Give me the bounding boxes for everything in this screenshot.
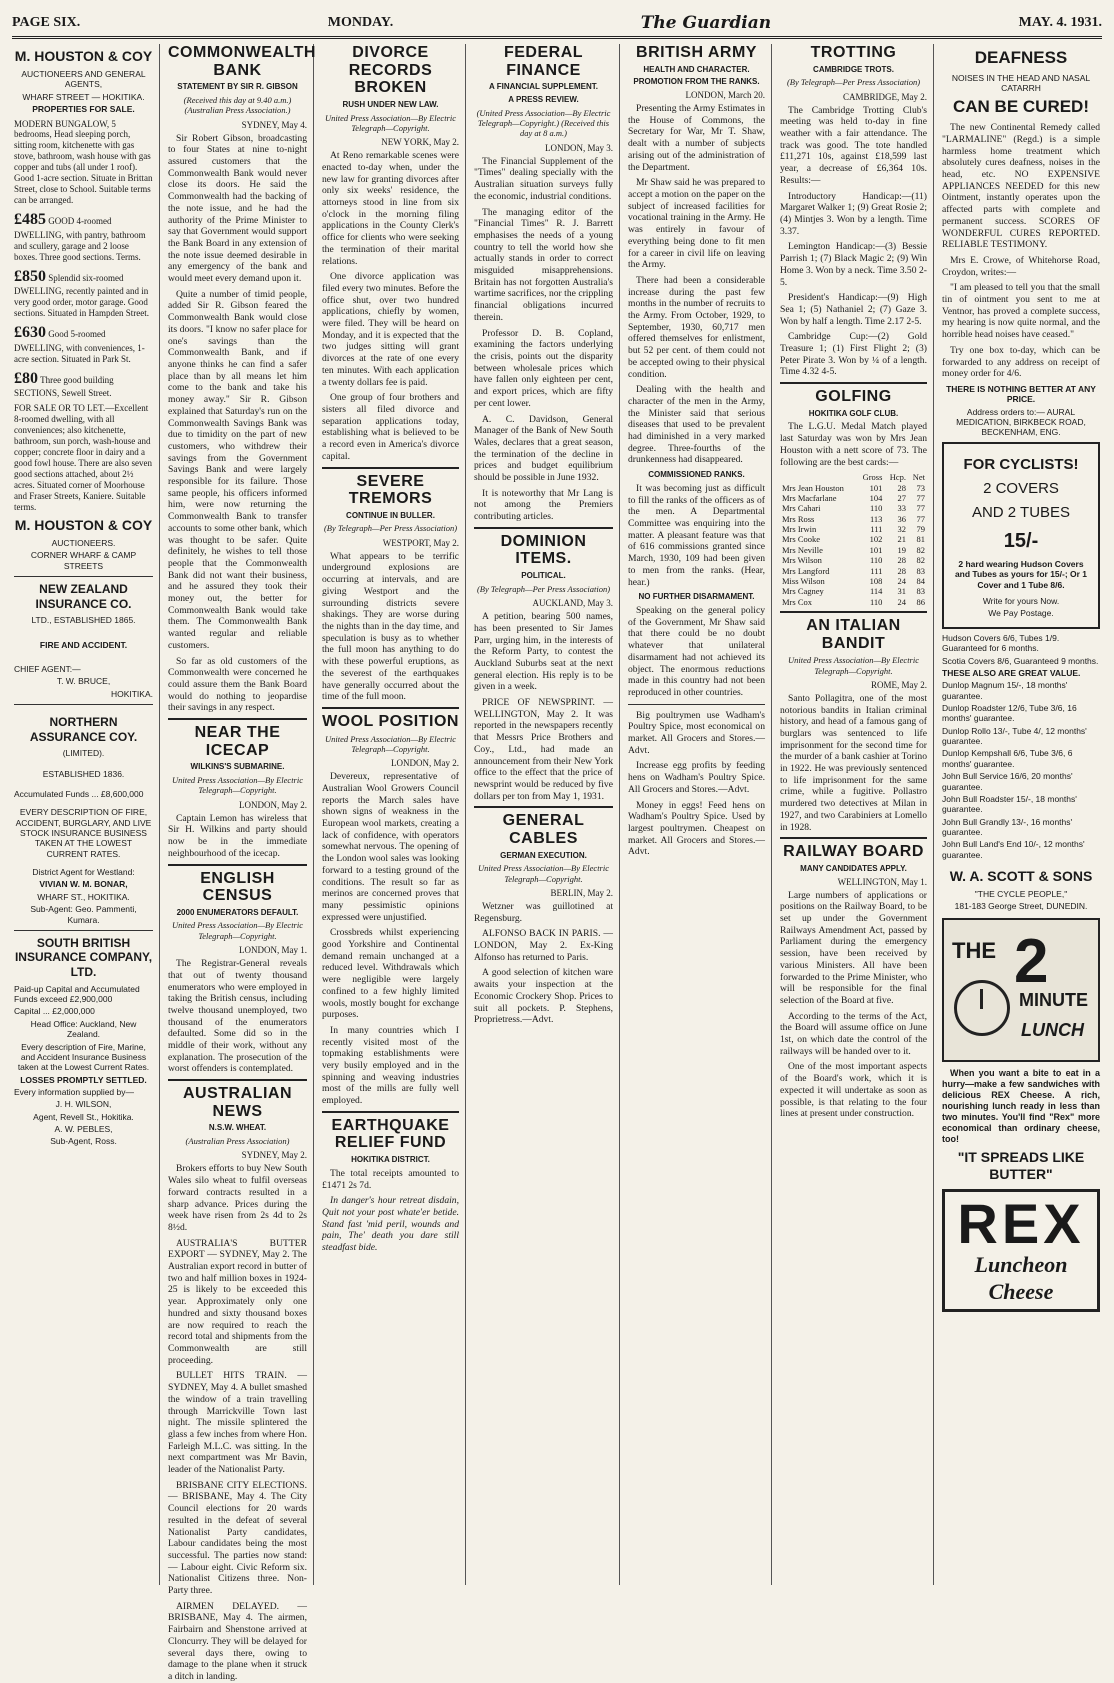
rex-subtitle: Luncheon Cheese bbox=[974, 1251, 1068, 1304]
ad-line: J. H. WILSON, bbox=[55, 1099, 112, 1110]
houston-ad-title: M. HOUSTON & COY bbox=[14, 48, 153, 64]
ad-line: WHARF STREET — HOKITIKA. bbox=[22, 91, 145, 102]
paragraph: In many countries which I recently visited most of the topmaking establishments were very busily employed and in the spinning and weaving industries most of the mills are fully well employed. bbox=[322, 1024, 459, 1107]
table-row bbox=[780, 597, 927, 607]
property-listing: MODERN BUNGALOW, 5 bedrooms, Head sleeping porch, sitting room, kitchenette with gas stove, bathroom, wash house with gas copper and tubs (all under 1 roof). Good 1-acre section. Situate in Brittan Street, close to School. Suitable terms can be arranged. bbox=[14, 118, 153, 206]
ad-line: Every information supplied by— bbox=[14, 1086, 135, 1097]
article-headline: DIVORCE RECORDS BROKEN bbox=[348, 44, 433, 97]
dateline: SYDNEY, May 2. bbox=[241, 1150, 307, 1161]
ad-line: Accumulated Funds ... £8,600,000 bbox=[14, 788, 144, 799]
ad-line: 181-183 George Street, DUNEDIN. bbox=[954, 901, 1088, 912]
divider bbox=[14, 704, 153, 705]
paragraph: One divorce application was filed every two minutes. Before the office shut, over two hundred applications, chiefly by women, were filed. They will be heard on Monday, and it is expected that the two judges sitting will grant divorces at the rate of one every ten minutes. With each application a twenty dollars fee is paid. bbox=[322, 271, 459, 388]
poem: In danger's hour retreat disdain, Quit not your post whate'er betide. Stand fast 'mid peril, wounds and pain, The' death you dare still steadfast bide. bbox=[322, 1195, 459, 1254]
table-cell: 104 bbox=[869, 493, 883, 504]
header-cell bbox=[780, 472, 857, 482]
table-cell: Mrs Langford bbox=[782, 565, 830, 576]
table-cell: 28 bbox=[897, 555, 907, 566]
article-credit: United Press Association—By Electric Telegraph—Copyright. bbox=[787, 655, 920, 676]
paragraph: A. C. Davidson, General Manager of the Bank of New South Wales, declares that a great season, the termination of the decline in prices and budget equilibrium should be possible in June 1932. bbox=[474, 413, 613, 484]
list-item: Dunlop Kempshall 6/6, Tube 3/6, 6 months' guarantee. bbox=[942, 748, 1073, 769]
article-credit: United Press Association—By Electric Telegraph—Copyright. bbox=[171, 920, 304, 941]
table-row bbox=[780, 524, 927, 534]
ad-line: Sub-Agent, Ross. bbox=[50, 1136, 117, 1147]
lunch-ad-word: LUNCH bbox=[1021, 1019, 1084, 1040]
table-cell: 110 bbox=[869, 555, 883, 566]
cyclists-ad-title: FOR CYCLISTS! bbox=[963, 455, 1079, 473]
article-credit: (By Telegraph—Per Press Association) bbox=[476, 583, 611, 594]
article-credit: United Press Association—By Electric Telegraph—Copyright. bbox=[324, 733, 457, 754]
paragraph: Cambridge Cup:—(2) Gold Treasure 1; (1) First Flight 2; (3) Peter Pirate 3. Won by ¼ of a length. Time 4.32 4-5. bbox=[780, 331, 927, 378]
paragraph: It is noteworthy that Mr Lang is not among the Premiers contributing articles. bbox=[474, 487, 613, 523]
ad-line: THERE IS NOTHING BETTER AT ANY PRICE. bbox=[946, 383, 1096, 405]
table-cell: 73 bbox=[916, 482, 925, 493]
table-cell: 21 bbox=[897, 534, 907, 545]
table-row bbox=[780, 493, 927, 503]
property-price: £80 bbox=[14, 369, 38, 387]
paragraph: Try one box to-day, which can be forwarded to any address on receipt of money order for 4/6. bbox=[942, 344, 1100, 380]
list-item: Dunlop Magnum 15/-, 18 months' guarantee. bbox=[942, 680, 1068, 701]
article-headline: TROTTING bbox=[810, 44, 897, 61]
article-subhead: HOKITIKA DISTRICT. bbox=[351, 1155, 430, 1165]
column-5 bbox=[622, 44, 772, 1585]
table-cell: 101 bbox=[869, 544, 883, 555]
paragraph: Crossbreds whilst experiencing good Yorkshire and Continental demand remain unchanged at a reduced level. Withdrawals which were negligible were largely confined to a few highly limited wools, mostly bought for exchange purposes. bbox=[322, 927, 459, 1021]
article-subhead: A PRESS REVIEW. bbox=[508, 94, 579, 104]
article-credit: United Press Association—By Electric Telegraph—Copyright. bbox=[324, 112, 457, 133]
paragraph: The Cambridge Trotting Club's meeting was held to-day in fine weather with a fair attendance. The track was good. The tote handled £11,271 10s, against £18,599 last year, a decrease of £6,364 10s. Results:— bbox=[780, 104, 927, 186]
property-listing: FOR SALE OR TO LET.—Excellent 8-roomed dwelling, with all conveniences; also kitchenette, bathroom, sun porch, wash-house and copper; concrete floor in dairy and a good fowl house. There are also seven good sections attached, about 2½ acres. Situated corner of Moorhouse and Fraser Streets, Kaniere. Suitable terms. bbox=[14, 403, 153, 512]
cyclists-ad-line: AND 2 TUBES bbox=[971, 504, 1071, 522]
table-row bbox=[780, 534, 927, 544]
table-cell: 28 bbox=[897, 565, 907, 576]
table-cell: Mrs Ross bbox=[782, 513, 815, 524]
paragraph: ALFONSO BACK IN PARIS. — LONDON, May 2. Ex-King Alfonso has returned to Paris. bbox=[474, 928, 613, 963]
column-1 bbox=[8, 44, 160, 1585]
golf-scores-table bbox=[780, 472, 927, 607]
paragraph: Wetzner was guillotined at Regensburg. bbox=[474, 900, 613, 924]
property-price: £485 bbox=[14, 211, 46, 229]
article-headline: AUSTRALIAN NEWS bbox=[168, 1079, 307, 1120]
paragraph: A good selection of kitchen ware awaits your inspection at the Economic Crockery Shop. Prices to suit all pockets. P. Stephens, Proprietress.—Advt. bbox=[474, 967, 613, 1026]
table-cell: 79 bbox=[916, 524, 925, 535]
ad-line: EVERY DESCRIPTION OF FIRE, ACCIDENT, BURGLARY, AND LIVE STOCK INSURANCE BUSINESS TAKEN AT THE LOWEST CURRENT RATES. bbox=[15, 807, 152, 859]
paragraph: The Financial Supplement of the "Times" dealing specially with the Australian situation surveys fully the economic, industrial conditions. bbox=[474, 155, 613, 202]
property-listing bbox=[14, 267, 153, 319]
list-item: Dunlop Rollo 13/-, Tube 4/, 12 months' guarantee. bbox=[942, 725, 1087, 747]
article-headline: COMMONWEALTH BANK bbox=[168, 44, 316, 79]
property-text: Splendid six-roomed DWELLING, recently painted and in very good order, motor garage. Good sections. Situated in Hampden Street. bbox=[14, 272, 149, 319]
paragraph: Dealing with the health and character of the men in the Army, the Minister said that serious diseases that used to be prevalent had diminished in a very marked degree. Three-fourths of the drunkenness had disappeared. bbox=[628, 384, 765, 466]
property-price: £630 bbox=[14, 324, 46, 342]
table-cell: Mrs Macfarlane bbox=[782, 493, 837, 504]
table-cell: Mrs Wilson bbox=[782, 555, 822, 566]
property-listing bbox=[14, 323, 153, 364]
list-item: John Bull Service 16/6, 20 months' guarantee. bbox=[942, 771, 1073, 792]
table-cell: 82 bbox=[916, 555, 925, 566]
cyclists-ad-line: 2 COVERS bbox=[983, 480, 1059, 498]
deafness-ad-headline: CAN BE CURED! bbox=[953, 97, 1089, 117]
article-subhead: HOKITIKA GOLF CLUB. bbox=[808, 408, 899, 418]
ad-line: Paid-up Capital and Accumulated Funds exceed £2,900,000 bbox=[14, 983, 140, 1005]
article-headline: RAILWAY BOARD bbox=[780, 837, 927, 861]
deafness-ad-title: DEAFNESS bbox=[974, 48, 1068, 67]
table-cell: 81 bbox=[916, 534, 925, 545]
ad-line: NOISES IN THE HEAD AND NASAL CATARRH bbox=[951, 72, 1091, 94]
table-header-row bbox=[780, 472, 927, 482]
article-subhead: PROMOTION FROM THE RANKS. bbox=[633, 77, 760, 87]
two-minute-lunch-ad bbox=[942, 918, 1100, 1062]
list-item: John Bull Land's End 10/-, 12 months' guarantee. bbox=[942, 839, 1085, 860]
table-cell: 24 bbox=[897, 596, 907, 607]
table-cell: 101 bbox=[869, 482, 883, 493]
article-headline: FEDERAL FINANCE bbox=[503, 44, 584, 79]
table-cell: 27 bbox=[897, 493, 907, 504]
paragraph: The managing editor of the "Financial Times" R. J. Barrett emphasises the needs of a young country to tell the world how she actually stands in order to correct misguided misapprehensions. Britain has not forgotten Australia's wartime sacrifices, nor the crippling financial obligations incurred therein. bbox=[474, 206, 613, 323]
tyre-price-list bbox=[942, 633, 1100, 860]
column-4 bbox=[468, 44, 620, 1585]
dateline: BERLIN, May 2. bbox=[550, 888, 613, 898]
paragraph: Quite a number of timid people, added Sir R. Gibson feared the Commonwealth Bank would close its doors. "I know no safer place for one's savings than the Commonwealth Bank, and if anyone thinks he can find a safer place than by all means let him come to the bank and take his money away." Sir R. Gibson explained that Saturday's run on the Commonwealth Savings Bank was due to timidity on the part of new customers, who withdrew their savings from the Government Savings Bank and were largely responsible for its failure. Those same people, his officers informed him, were now returning the Commonwealth Bank to transfer accounts to some other bank, which was thought to be safer. Quite definitely, he wishes to tell those people that the Commonwealth Bank did not want their business, and he assured they took their money out, the better for Commonwealth Bank would take them. The Commonwealth Bank wanted regular and reliable customers. bbox=[168, 288, 307, 651]
table-row bbox=[780, 555, 927, 565]
article-subhead: N.S.W. WHEAT. bbox=[208, 1123, 267, 1133]
cyclists-ad-price: 15/- bbox=[1003, 529, 1039, 552]
paragraph: When you want a bite to eat in a hurry—make a few sandwiches with delicious REX Cheese. A rich, nourishing lunch ready in less than two minutes. You'll find "Rex" more economical than ordinary cheese, too! bbox=[942, 1067, 1100, 1144]
paragraph: Big poultrymen use Wadham's Poultry Spice, most economical on market. All Grocers and Stores.—Advt. bbox=[628, 709, 765, 756]
clock-icon bbox=[954, 980, 1010, 1036]
ad-line: Capital ... £2,000,000 bbox=[14, 1006, 95, 1017]
paragraph: Santo Pollagitra, one of the most notorious bandits in Italian criminal history, and head of a famous gang of burglars was sentenced to life imprisonment for the second time for the murder of a bank cashier at Torino in 1922. He was previously sentenced to life imprisonment for the same crime, while a fugitive. Pollastro murdered two detectives at Milan in 1927, and two Carabiniers at Lomello in 1928. bbox=[780, 692, 927, 833]
column-3 bbox=[316, 44, 466, 1585]
article-subhead: CAMBRIDGE TROTS. bbox=[813, 64, 894, 74]
paragraph: Large numbers of applications or positions on the Railway Board, to be set up under the Government Railways Amendment Act, passed by Parliament during the emergency session, have been received by various Ministers. All have been forwarded to the Prime Minister, who will be responsible for the final selection of the Board at five. bbox=[780, 889, 927, 1006]
ad-line: VIVIAN W. M. BONAR, bbox=[39, 879, 128, 890]
list-item: THESE ALSO ARE GREAT VALUE. bbox=[942, 667, 1081, 678]
article-subhead: STATEMENT BY SIR R. GIBSON bbox=[177, 82, 298, 92]
article-credit: (By Telegraph—Per Press Association) bbox=[786, 77, 921, 88]
ad-line: ESTABLISHED 1836. bbox=[42, 768, 125, 779]
ad-line: CORNER WHARF & CAMP STREETS bbox=[30, 550, 137, 571]
table-cell: Mrs Jean Houston bbox=[782, 482, 844, 493]
paragraph: Captain Lemon has wireless that Sir H. Wilkins and party should now be in the immediate neighbourhood of the icecap. bbox=[168, 812, 307, 859]
column-6 bbox=[774, 44, 934, 1585]
ad-line: A. W. PEBLES, bbox=[54, 1124, 113, 1135]
ad-line: Sub-Agent: Geo. Pammenti, Kumara. bbox=[30, 904, 137, 925]
article-subhead: 2000 ENUMERATORS DEFAULT. bbox=[176, 907, 299, 917]
article-headline: GENERAL CABLES bbox=[474, 806, 613, 847]
dateline: NEW YORK, May 2. bbox=[381, 137, 459, 148]
issue-day: MONDAY. bbox=[327, 15, 394, 30]
table-cell: 28 bbox=[897, 482, 907, 493]
property-listing bbox=[14, 210, 153, 262]
article-subhead: HEALTH AND CHARACTER. bbox=[643, 64, 750, 74]
ad-line: PROPERTIES FOR SALE. bbox=[32, 104, 135, 115]
paragraph: Lemington Handicap:—(3) Bessie Parrish 1; (7) Black Magic 2; (9) Win Home 3. Won by a neck. Time 3.50 2-5. bbox=[780, 241, 927, 288]
paragraph: So far as old customers of the Commonwealth were concerned he could assure them the Bank Board would do nothing to jeopardise their savings in any respect. bbox=[168, 655, 307, 714]
table-row bbox=[780, 483, 927, 493]
south-british-title: SOUTH BRITISH INSURANCE COMPANY, LTD. bbox=[14, 935, 153, 980]
divider bbox=[628, 704, 765, 705]
property-price: £850 bbox=[14, 267, 46, 285]
paragraph: Introductory Handicap:—(11) Margaret Walker 1; (9) Great Rosie 2; (4) Mintjes 3. Won by a length. Time 3.37. bbox=[780, 190, 927, 237]
table-cell: 77 bbox=[916, 513, 925, 524]
lunch-ad-number: 2 bbox=[1014, 926, 1049, 996]
dateline: LONDON, March 20. bbox=[685, 90, 765, 101]
paragraph: Increase egg profits by feeding hens on Wadham's Poultry Spice. All Grocers and Stores.—Advt. bbox=[628, 760, 765, 795]
section-subhead: COMMISSIONED RANKS. bbox=[648, 470, 745, 480]
scott-ad-title: W. A. SCOTT & SONS bbox=[949, 868, 1093, 885]
table-cell: 83 bbox=[916, 565, 925, 576]
table-row bbox=[780, 503, 927, 513]
dateline: WELLINGTON, May 1. bbox=[837, 876, 927, 887]
newspaper-title: The Guardian bbox=[640, 13, 772, 33]
dateline: WESTPORT, May 2. bbox=[382, 537, 459, 548]
article-credit: (Australian Press Association) bbox=[185, 1136, 290, 1147]
ad-line: (LIMITED). bbox=[62, 748, 105, 759]
issue-date: MAY. 4. 1931. bbox=[1018, 15, 1102, 30]
list-item: Hudson Covers 6/6, Tubes 1/9. Guaranteed for 6 months. bbox=[942, 632, 1060, 654]
table-cell: 31 bbox=[897, 586, 907, 597]
table-cell: 84 bbox=[916, 575, 925, 586]
table-cell: 83 bbox=[916, 586, 925, 597]
paragraph: BULLET HITS TRAIN. — SYDNEY, May 4. A bullet smashed the window of a train travelling through Marrickville Town last night. The missile splintered the glass a few inches from where Hon. Farleigh M.L.C. was sitting. In the next compartment was Mr Bavin, leader of the Nationalist Party. bbox=[168, 1370, 307, 1476]
property-text: GOOD 4-roomed DWELLING, with pantry, bathroom and scullery, garage and 2 loose boxes. Three good sections. Terms. bbox=[14, 216, 146, 262]
article-credit: United Press Association—By Electric Telegraph—Copyright. bbox=[171, 775, 304, 796]
paragraph: There had been a considerable increase during the past few months in the number of recruits to the Army. From October, 1929, to September, 1930, 60,717 men offered themselves for enlistment, but 52 per cent. of them could not be accepted owing to their physical condition. bbox=[628, 274, 765, 380]
paragraph: Money in eggs! Feed hens on Wadham's Poultry Spice. Used by largest poultrymen. Cheapest on market. All Grocers and Stores.—Advt. bbox=[628, 799, 765, 858]
article-headline: BRITISH ARMY bbox=[636, 44, 757, 61]
table-cell: 110 bbox=[869, 503, 883, 514]
divider bbox=[14, 576, 153, 577]
paragraph: President's Handicap:—(9) High Sea 1; (5) Nathaniel 2; (7) Gaze 3. Won by half a length. Time 2.17 2-5. bbox=[780, 292, 927, 327]
ad-line: Address orders to:— AURAL MEDICATION, BIRKBECK ROAD, BECKENHAM, ENG. bbox=[956, 406, 1086, 438]
dateline: CAMBRIDGE, May 2. bbox=[842, 91, 927, 102]
ad-line: Write for yours Now. bbox=[982, 596, 1060, 607]
paragraph: The total receipts amounted to £1471 2s 7d. bbox=[322, 1167, 459, 1191]
paragraph: Mr Shaw said he was prepared to accept a motion on the paper on the subject of increased facilities for vocational training in the Army. He was entirely in favour of everything being done to fit men for a career in civil life on leaving the Army. bbox=[628, 177, 765, 271]
paragraph: One group of four brothers and sisters all filed divorce and separation applications today, establishing what is believed to be a record even in America's divorce capital. bbox=[322, 392, 459, 462]
paragraph: Brokers efforts to buy New South Wales silo wheat to fulfil overseas forward contracts resulted in a sharp advance. Prices during the week have risen from 2s 4d to 2s 8½d. bbox=[168, 1163, 307, 1233]
property-listing bbox=[14, 369, 153, 399]
dateline: ROME, May 2. bbox=[871, 679, 927, 690]
article-headline: AN ITALIAN BANDIT bbox=[780, 611, 927, 652]
paragraph: Presenting the Army Estimates in the House of Commons, the Secretary for War, Mr T. Shaw, dealt with a number of subjects arising out of the administration of the Department. bbox=[628, 103, 765, 173]
table-row bbox=[780, 576, 927, 586]
ad-line: 2 hard wearing Hudson Covers and Tubes as yours for 15/-; Or 1 Cover and 1 Tube 8/6. bbox=[954, 559, 1088, 590]
table-cell: 77 bbox=[916, 503, 925, 514]
paragraph: The L.G.U. Medal Match played last Saturday was won by Mrs Jean Houston with a nett score of 73. The following are the best cards:— bbox=[780, 421, 927, 468]
table-cell: 86 bbox=[916, 596, 925, 607]
cyclists-ad bbox=[942, 442, 1100, 629]
ad-line: AUCTIONEERS. bbox=[51, 537, 116, 548]
article-subhead: A FINANCIAL SUPPLEMENT. bbox=[489, 82, 598, 92]
paragraph: Professor D. B. Copland, examining the factors underlying the crisis, points out the disparity between wholesale prices which have fallen only eighteen per cent, and export prices, which are fifty per cent lower. bbox=[474, 327, 613, 409]
column-2 bbox=[162, 44, 316, 1682]
dateline: AUCKLAND, May 3. bbox=[532, 598, 613, 609]
article-headline: DOMINION ITEMS. bbox=[474, 527, 613, 568]
paragraph: What appears to be terrific underground explosions are occurring at intervals, and are giving Westport and the surrounding districts severe shakings. They are worse during the nights than in the day time, and speculation is busy as to whether the full moon has anything to do with these powerful eruptions, as the severest of the earthquakes have generally occurred about the time of the full moon. bbox=[322, 550, 459, 703]
ad-line: WHARF ST., HOKITIKA. bbox=[37, 891, 130, 902]
table-cell: 24 bbox=[897, 575, 907, 586]
masthead bbox=[12, 10, 1102, 39]
ad-line: CHIEF AGENT:— bbox=[14, 663, 81, 674]
table-row bbox=[780, 545, 927, 555]
article-credit: (United Press Association—By Electric Telegraph—Copyright.) (Received this day at 8 a.m.) bbox=[476, 107, 611, 139]
article-subhead: RUSH UNDER NEW LAW. bbox=[342, 99, 439, 109]
article-credit: (Received this day at 9.40 a.m.) (Australian Press Association.) bbox=[183, 94, 292, 116]
article-headline: NEAR THE ICECAP bbox=[168, 718, 307, 759]
paragraph: The Registrar-General reveals that out of twenty thousand enumerators who were employed in taking the British census, including twelve thousand unemployed, two thousand of the enumerators defaulted. Some did so in the middle of their work, without any explanation. The prosecution of the worst offenders is contemplated. bbox=[168, 958, 307, 1075]
dateline: LONDON, May 3. bbox=[545, 142, 613, 153]
table-cell: Mrs Neville bbox=[782, 544, 823, 555]
article-headline: SEVERE TREMORS bbox=[322, 467, 459, 508]
ad-line: Agent, Revell St., Hokitika. bbox=[33, 1111, 134, 1122]
article-subhead: WILKINS'S SUBMARINE. bbox=[190, 762, 285, 772]
ad-line: FIRE AND ACCIDENT. bbox=[39, 639, 128, 650]
table-cell: Mrs Irwin bbox=[782, 524, 817, 535]
header-cell: Hcp. bbox=[889, 472, 907, 483]
paragraph: Sir Robert Gibson, broadcasting to four States at nine to-night assured customers that the Commonwealth Bank would never close its doors. He said the Commonwealth had the backing of the note issue, and he had the authority of the Prime Minister to say that Government would support the Bank Board in any extension of the note issue deemed desirable in any emergency of the bank and would meet every demand upon it. bbox=[168, 132, 307, 285]
page-number: PAGE SIX. bbox=[12, 15, 81, 30]
article-headline: EARTHQUAKE RELIEF FUND bbox=[322, 1111, 459, 1152]
paragraph: Speaking on the general policy of the Government, Mr Shaw said that there could be no doubt whatever that unilateral disarmament had not achieved its object. The enormous reductions made in this country had not been reproduced in other countries. bbox=[628, 604, 765, 698]
paragraph: Devereux, representative of Australian Wool Growers Council reports the March sales have shown signs of weakness in the European wool markets, creating a lack of confidence, with operators somewhat nervous. The opening of the London wool sales was looking forward to a testing ground of the conditions. The result so far as merinos are concerned proves that many pessimistic opinions expressed were unjustified. bbox=[322, 771, 459, 923]
paragraph: The new Continental Remedy called "LARMALINE" (Regd.) is a simple harmless home treatment which absolutely cures deafness, noises in the head, etc. NO EXPENSIVE APPLIANCES NEEDED for this new Ointment, instantly operates upon the affected parts with complete and permanent success. SCORES OF WONDERFUL CURES REPORTED. RELIABLE TESTIMONY. bbox=[942, 122, 1100, 251]
spreads-slogan: "IT SPREADS LIKE BUTTER" bbox=[957, 1148, 1085, 1182]
paragraph: BRISBANE CITY ELECTIONS. — BRISBANE, May 4. The City Council elections for 20 wards resulted in the defeat of several Nationalist Party candidates, Labour candidates being the most successful. The parties now stand:— Labour eight. Civic Reform six. Nationalist Citizens three. Non-Party three. bbox=[168, 1479, 307, 1597]
paragraph: It was becoming just as difficult to fill the ranks of the officers as of the men. A Departmental Committee was enquiring into the matter. A pleasant feature was that of 616 commissions granted since March, 1930, 109 had been given to men from the ranks. (Hear, hear.) bbox=[628, 482, 765, 588]
dateline: SYDNEY, May 4. bbox=[241, 119, 307, 130]
article-headline: ENGLISH CENSUS bbox=[168, 864, 307, 905]
table-cell: 110 bbox=[869, 596, 883, 607]
table-cell: 111 bbox=[870, 524, 883, 535]
table-cell: Mrs Cooke bbox=[782, 534, 821, 545]
article-subhead: GERMAN EXECUTION. bbox=[500, 850, 587, 860]
list-item: Dunlop Roadster 12/6, Tube 3/6, 16 months' guarantee. bbox=[942, 702, 1077, 724]
table-cell: 108 bbox=[869, 575, 883, 586]
table-cell: Mrs Cahari bbox=[782, 503, 821, 514]
table-cell: 113 bbox=[869, 513, 883, 524]
rex-logo: REX bbox=[957, 1191, 1085, 1255]
lunch-ad-word: THE bbox=[952, 937, 996, 963]
table-cell: 33 bbox=[897, 503, 907, 514]
ad-line: Head Office: Auckland, New Zealand. bbox=[30, 1018, 137, 1040]
article-headline: WOOL POSITION bbox=[322, 707, 459, 731]
houston-ad-title-2: M. HOUSTON & COY bbox=[14, 516, 153, 533]
list-item: John Bull Roadster 15/-, 18 months' guarantee. bbox=[942, 793, 1077, 815]
ad-line: We Pay Postage. bbox=[988, 608, 1054, 619]
ad-line: T. W. BRUCE, bbox=[56, 676, 111, 687]
table-cell: Mrs Cox bbox=[782, 596, 812, 607]
header-cell: Gross bbox=[862, 472, 883, 483]
column-7 bbox=[936, 44, 1106, 1585]
ad-line: District Agent for Westland: bbox=[32, 867, 135, 878]
ad-line: "THE CYCLE PEOPLE," bbox=[974, 889, 1068, 900]
northern-assurance-title: NORTHERN ASSURANCE COY. bbox=[29, 714, 138, 744]
rex-cheese-ad bbox=[942, 1189, 1100, 1313]
dateline: LONDON, May 2. bbox=[391, 758, 459, 769]
table-cell: Mrs Cagney bbox=[782, 586, 824, 597]
table-row bbox=[780, 586, 927, 596]
article-subhead: CONTINUE IN BULLER. bbox=[346, 510, 435, 520]
table-cell: 102 bbox=[869, 534, 883, 545]
table-row bbox=[780, 514, 927, 524]
article-headline: GOLFING bbox=[780, 382, 927, 406]
section-subhead: NO FURTHER DISARMAMENT. bbox=[638, 592, 755, 602]
paragraph: A petition, bearing 500 names, has been presented to Sir James Parr, urging him, in the interests of the Reform Party, to contest the Auckland Suburbs seat at the next general election. His reply is to be given in a week. bbox=[474, 611, 613, 693]
nz-insurance-title: NEW ZEALAND INSURANCE CO. bbox=[35, 581, 132, 611]
paragraph: At Reno remarkable scenes were enacted to-day when, under the new law for granting divorces after only six weeks' residence, the attorneys stood in line from six o'clock in the morning filing applications in the County Clerk's office for clients who were seeking the termination of their marital relations. bbox=[322, 150, 459, 267]
property-text: Three good building SECTIONS, Sewell Street. bbox=[14, 374, 114, 399]
table-cell: 111 bbox=[870, 565, 883, 576]
divider bbox=[14, 930, 153, 931]
paragraph: AIRMEN DELAYED. — BRISBANE, May 4. The airmen, Fairbairn and Shenstone arrived at Cloncurry. They will be delayed for several days there, owing to damage to the plane when it struck a ditch in landing. bbox=[168, 1600, 307, 1682]
table-cell: Miss Wilson bbox=[782, 575, 825, 586]
article-subhead: MANY CANDIDATES APPLY. bbox=[800, 863, 907, 873]
paragraph: "I am pleased to tell you that the small tin of ointment you sent to me at Ventnor, has proved a complete success, my hearing is now quite normal, and the horrible head noises have ceased." bbox=[942, 282, 1100, 341]
property-text: Good 5-roomed DWELLING, with conveniences, 1-acre section. Situated in Park St. bbox=[14, 329, 145, 364]
list-item: John Bull Grandly 13/-, 16 months' guarantee. bbox=[942, 816, 1073, 837]
table-cell: 32 bbox=[897, 524, 907, 535]
table-row bbox=[780, 566, 927, 576]
article-credit: (By Telegraph—Per Press Association) bbox=[323, 523, 458, 534]
article-credit: United Press Association—By Electric Telegraph—Copyright. bbox=[477, 863, 610, 884]
paragraph: Mrs E. Crowe, of Whitehorse Road, Croydon, writes:— bbox=[942, 254, 1100, 278]
table-cell: 19 bbox=[897, 544, 907, 555]
paragraph: PRICE OF NEWSPRINT. — WELLINGTON, May 2. It was reported in the newspapers recently that Messrs Price Brothers and Coy., Ltd., had made an announcement from their New York office to the effect that the price of newsprint would be reduced by five dollars per ton from May 1, 1931. bbox=[474, 697, 613, 802]
table-cell: 36 bbox=[897, 513, 907, 524]
ad-line: LTD., ESTABLISHED 1865. bbox=[31, 615, 136, 626]
article-subhead: POLITICAL. bbox=[521, 571, 566, 581]
table-cell: 82 bbox=[916, 544, 925, 555]
header-cell: Net bbox=[912, 472, 925, 483]
table-cell: 77 bbox=[916, 493, 925, 504]
dateline: LONDON, May 1. bbox=[239, 945, 307, 956]
paragraph: According to the terms of the Act, the Board will assume office on June 1st, on which date the control of the railways will be handed over to it. bbox=[780, 1010, 927, 1057]
table-cell: 114 bbox=[869, 586, 883, 597]
ad-line: AUCTIONEERS AND GENERAL AGENTS, bbox=[21, 69, 146, 90]
paragraph: AUSTRALIA'S BUTTER EXPORT — SYDNEY, May 2. The Australian export record in butter of two and half million boxes in 1924-25 is likely to be exceeded this year. Approximately only one hundred and sixty thousand boxes are now required to reach the record total and shipments from the Commonwealth are still proceeding. bbox=[168, 1237, 307, 1366]
ad-line: HOKITIKA. bbox=[110, 688, 153, 699]
paragraph: One of the most important aspects of the Board's work, which it is expected it will undertake as soon as possible, is that relating to the four lines at present under construction. bbox=[780, 1061, 927, 1120]
list-item: Scotia Covers 8/6, Guaranteed 9 months. bbox=[942, 655, 1099, 666]
ad-line: Every description of Fire, Marine, and Accident Insurance Business taken at the Lowest Current Rates. bbox=[17, 1041, 150, 1073]
lunch-ad-word: MINUTE bbox=[1019, 989, 1088, 1010]
dateline: LONDON, May 2. bbox=[239, 799, 307, 810]
ad-line: LOSSES PROMPTLY SETTLED. bbox=[20, 1074, 147, 1085]
